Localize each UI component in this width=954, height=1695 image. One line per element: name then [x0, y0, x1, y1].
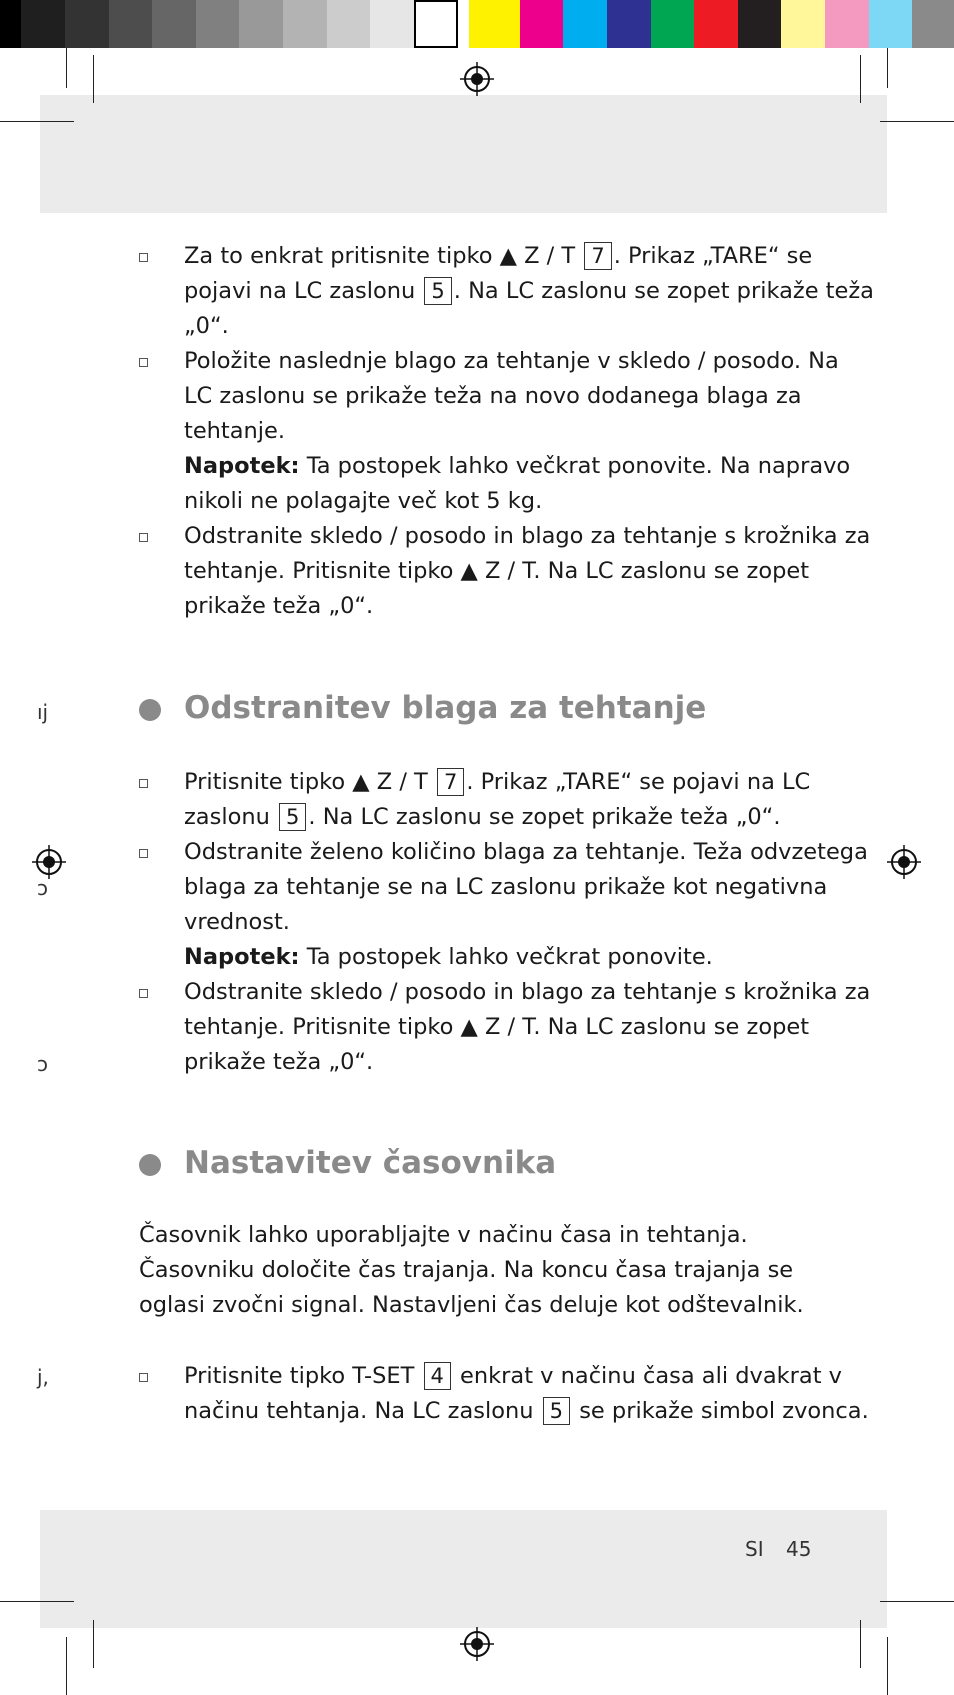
header-band [40, 95, 887, 213]
registration-mark-icon [32, 845, 66, 879]
language-code: SI [745, 1537, 764, 1561]
crop-mark [887, 48, 888, 88]
key-reference: 5 [543, 1397, 570, 1425]
color-swatch [458, 0, 470, 48]
key-reference: 7 [437, 768, 464, 796]
color-swatch [327, 0, 371, 48]
section-title: Nastavitev časovnika [184, 1145, 557, 1181]
note-text: Ta postopek lahko večkrat ponovite. [299, 944, 713, 970]
color-swatch [414, 0, 458, 48]
checkbox-bullet-icon [139, 1373, 148, 1382]
crop-mark [93, 1620, 94, 1668]
checkbox-bullet-icon [139, 989, 148, 998]
list-item-text: Položite naslednje blago za tehtanje v skledo / posodo. Na LC zaslonu se prikaže teža na novo dodanega blaga za tehtanje. Napotek: Ta postopek lahko večkrat ponovite. Na napravo nikoli ne polagajte več kot 5 kg. [184, 348, 851, 514]
color-swatch [694, 0, 738, 48]
key-reference: 7 [584, 242, 611, 270]
crop-mark [887, 1637, 888, 1695]
list-item-text: Odstranite želeno količino blaga za tehtanje. Teža odvzetega blaga za tehtanje se na LC zaslonu prikaže kot negativna vrednost. Napotek: Ta postopek lahko večkrat ponovite. [184, 839, 868, 970]
checkbox-bullet-icon [139, 779, 148, 788]
bullet-dot-icon [139, 1154, 161, 1176]
crop-mark [66, 1637, 67, 1695]
crop-mark [66, 48, 67, 88]
checkbox-bullet-icon [139, 533, 148, 542]
checkbox-bullet-icon [139, 849, 148, 858]
color-swatch [239, 0, 283, 48]
bullet-dot-icon [139, 699, 161, 721]
color-swatch [563, 0, 607, 48]
color-swatch [520, 0, 564, 48]
note-label: Napotek: [184, 944, 300, 970]
footer-band [40, 1510, 887, 1628]
color-swatch [21, 0, 65, 48]
edge-fragment: ıj [37, 700, 49, 724]
edge-fragment: ɔ [37, 876, 48, 900]
list-item-text: Pritisnite tipko ▲ Z / T 7 . Prikaz „TARE“ se pojavi na LC zaslonu 5 . Na LC zaslonu se zopet prikaže teža „0“. [184, 769, 811, 830]
color-swatch [109, 0, 153, 48]
crop-mark [880, 121, 954, 122]
color-swatch [152, 0, 196, 48]
checkbox-bullet-icon [139, 358, 148, 367]
crop-mark [880, 1601, 954, 1602]
crop-mark [860, 1620, 861, 1668]
list-item-text: Odstranite skledo / posodo in blago za tehtanje s krožnika za tehtanje. Pritisnite tipko ▲ Z / T. Na LC zaslonu se zopet prikaže teža „0“. [184, 523, 871, 619]
color-swatch [738, 0, 782, 48]
edge-fragment: ɔ [37, 1052, 48, 1076]
list-item-text: Za to enkrat pritisnite tipko ▲ Z / T 7 . Prikaz „TARE“ se pojavi na LC zaslonu 5 . Na LC zaslonu se zopet prikaže teža „0“. [184, 243, 874, 339]
checkbox-bullet-icon [139, 253, 148, 262]
color-swatch [0, 0, 21, 48]
registration-mark-icon [887, 845, 921, 879]
color-swatch [196, 0, 240, 48]
crop-mark [0, 1601, 74, 1602]
list-item-text: Pritisnite tipko T-SET 4 enkrat v načinu časa ali dvakrat v načinu tehtanja. Na LC zaslonu 5 se prikaže simbol zvonca. [184, 1363, 869, 1424]
list-item-text: Odstranite skledo / posodo in blago za tehtanje s krožnika za tehtanje. Pritisnite tipko ▲ Z / T. Na LC zaslonu se zopet prikaže teža „0“. [184, 979, 871, 1075]
crop-mark [860, 55, 861, 103]
edge-fragment: j, [37, 1365, 49, 1389]
color-swatch [283, 0, 327, 48]
color-swatch [469, 0, 519, 48]
color-swatch [781, 0, 825, 48]
color-calibration-bar [0, 0, 954, 48]
color-swatch [869, 0, 913, 48]
registration-mark-icon [460, 1627, 494, 1661]
color-swatch [607, 0, 651, 48]
section-title: Odstranitev blaga za tehtanje [184, 690, 707, 726]
color-swatch [651, 0, 695, 48]
key-reference: 5 [424, 277, 451, 305]
note-label: Napotek: [184, 453, 300, 479]
color-swatch [370, 0, 414, 48]
key-reference: 5 [279, 803, 306, 831]
color-swatch [65, 0, 109, 48]
color-swatch [912, 0, 954, 48]
color-swatch [825, 0, 869, 48]
registration-mark-icon [460, 62, 494, 96]
intro-paragraph: Časovnik lahko uporabljajte v načinu časa in tehtanja. Časovniku določite čas trajanja. Na koncu časa trajanja se oglasi zvočni signal. Nastavljeni čas deluje kot odštevalnik. [139, 1222, 804, 1318]
page-number: 45 [786, 1537, 812, 1561]
note-text: Ta postopek lahko večkrat ponovite. Na napravo nikoli ne polagajte več kot 5 kg. [184, 453, 851, 514]
crop-mark [93, 55, 94, 103]
crop-mark [0, 121, 74, 122]
key-reference: 4 [424, 1362, 451, 1390]
